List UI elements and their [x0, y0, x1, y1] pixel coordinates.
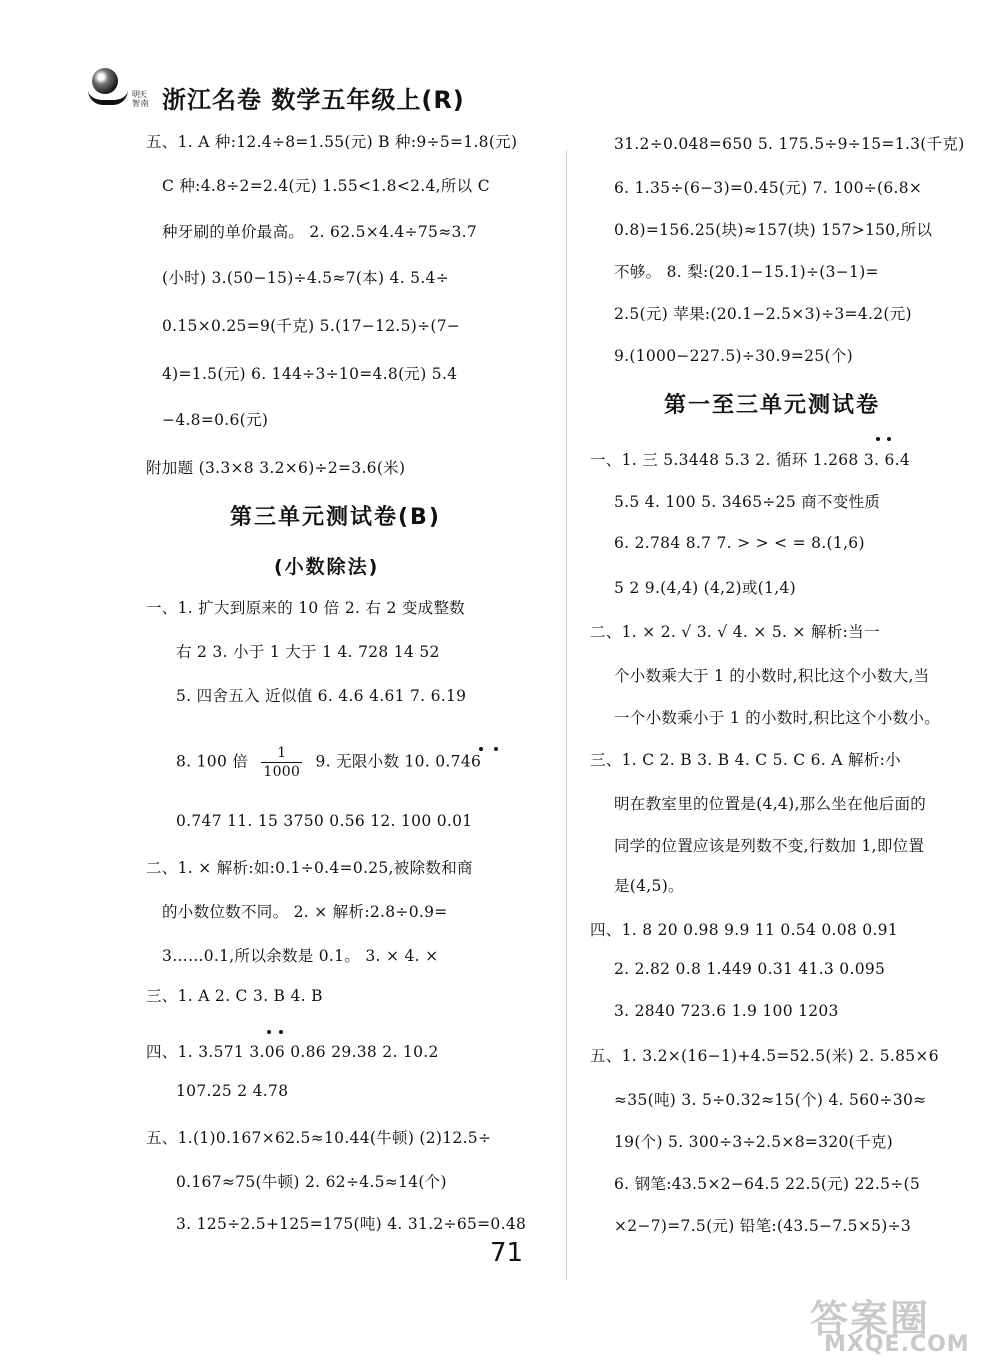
- answer-line: 31.2÷0.048=650 5. 175.5÷9÷15=1.3(千克): [614, 135, 965, 153]
- answer-line: 三、1. C 2. B 3. B 4. C 5. C 6. A 解析:小: [590, 751, 901, 769]
- answer-line: 107.25 2 4.78: [176, 1082, 289, 1100]
- logo-text: 明天 智 南: [132, 90, 148, 108]
- section-title: 第一至三单元测试卷: [664, 393, 881, 418]
- answer-line: 不够。 8. 梨:(20.1−15.1)÷(3−1)=: [614, 263, 879, 281]
- fraction: [261, 744, 302, 781]
- answer-line: 3. 125÷2.5+125=175(吨) 4. 31.2÷65=0.48: [176, 1215, 527, 1233]
- answer-line: 三、1. A 2. C 3. B 4. B: [146, 987, 323, 1005]
- answer-line: 右 2 3. 小于 1 大于 1 4. 728 14 52: [176, 643, 440, 661]
- answer-line: 一个小数乘小于 1 的小数时,积比这个小数小。: [614, 709, 941, 727]
- book-title: 浙江名卷 数学五年级上(R): [162, 86, 465, 114]
- repeating-dot-icon: [267, 1030, 271, 1034]
- answer-line: 6. 钢笔:43.5×2−64.5 22.5(元) 22.5÷(5: [614, 1175, 921, 1193]
- answer-line: 0.167≈75(牛顿) 2. 62÷4.5≈14(个): [176, 1173, 447, 1191]
- answer-line: 一、1. 扩大到原来的 10 倍 2. 右 2 变成整数: [146, 599, 466, 617]
- answer-line: ×2−7)=7.5(元) 铅笔:(43.5−7.5×5)÷3: [614, 1217, 912, 1235]
- answer-line: 二、1. × 2. √ 3. √ 4. × 5. × 解析:当一: [590, 623, 880, 641]
- answer-line: 6. 1.35÷(6−3)=0.45(元) 7. 100÷(6.8×: [614, 179, 923, 197]
- repeating-dot-icon: [494, 747, 498, 751]
- answer-line: 6. 2.784 8.7 7. > > < = 8.(1,6): [614, 534, 865, 552]
- answer-line: 一、1. 三 5.3448 5.3 2. 循环 1.268 3. 6.4: [590, 451, 910, 469]
- answer-line: −4.8=0.6(元): [162, 411, 269, 429]
- answer-line: 明在教室里的位置是(4,4),那么坐在他后面的: [614, 795, 927, 813]
- watermark-logo-text: 答案圈: [810, 1297, 931, 1341]
- answer-line: 四、1. 8 20 0.98 9.9 11 0.54 0.08 0.91: [590, 921, 899, 939]
- repeating-dot-icon: [876, 437, 880, 441]
- page-number: 71: [490, 1238, 524, 1268]
- answer-line: 9.(1000−227.5)÷30.9=25(个): [614, 347, 853, 365]
- answer-line: 五、1. 3.2×(16−1)+4.5=52.5(米) 2. 5.85×6: [590, 1047, 939, 1065]
- answer-line: ≈35(吨) 3. 5÷0.32≈15(个) 4. 560÷30≈: [614, 1091, 927, 1109]
- fraction-denominator: 1000: [263, 764, 301, 780]
- answer-line: 2.5(元) 苹果:(20.1−2.5×3)÷3=4.2(元): [614, 305, 912, 323]
- answer-line: 是(4,5)。: [614, 877, 684, 895]
- section-title: 第三单元测试卷(B): [230, 505, 441, 530]
- answer-line: 种牙刷的单价最高。 2. 62.5×4.4÷75≈3.7: [162, 223, 478, 241]
- answer-line: 四、1. 3.571 3.06 0.86 29.38 2. 10.2: [146, 1043, 439, 1061]
- repeating-dot-icon: [887, 437, 891, 441]
- publisher-logo-icon: [88, 66, 132, 112]
- answer-line: 0.8)=156.25(块)≈157(块) 157>150,所以: [614, 221, 933, 239]
- repeating-dot-icon: [479, 747, 483, 751]
- answer-line: 5.5 4. 100 5. 3465÷25 商不变性质: [614, 493, 881, 511]
- page-header: [88, 66, 608, 116]
- repeating-dot-icon: [279, 1030, 283, 1034]
- answer-line: 同学的位置应该是列数不变,行数加 1,即位置: [614, 837, 925, 855]
- answer-line: (小时) 3.(50−15)÷4.5≈7(本) 4. 5.4÷: [162, 269, 449, 287]
- answer-line: 二、1. × 解析:如:0.1÷0.4=0.25,被除数和商: [146, 859, 473, 877]
- answer-line: 五、1. A 种:12.4÷8=1.55(元) B 种:9÷5=1.8(元): [146, 133, 518, 151]
- answer-line: 0.15×0.25=9(千克) 5.(17−12.5)÷(7−: [162, 317, 461, 335]
- answer-text: 8. 100 倍: [176, 752, 249, 771]
- column-divider: [566, 150, 567, 1280]
- section-subtitle: (小数除法): [274, 556, 380, 578]
- answer-line: C 种:4.8÷2=2.4(元) 1.55<1.8<2.4,所以 C: [162, 177, 490, 195]
- watermark-url: MXQE.COM: [824, 1332, 970, 1357]
- answer-line: 2. 2.82 0.8 1.449 0.31 41.3 0.095: [614, 960, 886, 978]
- answer-line: 4)=1.5(元) 6. 144÷3÷10=4.8(元) 5.4: [162, 365, 458, 383]
- answer-line: 个小数乘大于 1 的小数时,积比这个小数大,当: [614, 667, 930, 685]
- bonus-question-line: 附加题 (3.3×8 3.2×6)÷2=3.6(米): [146, 459, 406, 477]
- site-watermark: [810, 1288, 990, 1360]
- answer-text: 9. 无限小数 10. 0.746: [315, 752, 482, 771]
- answer-line: 5. 四舍五入 近似值 6. 4.6 4.61 7. 6.19: [176, 687, 467, 705]
- answer-line: 19(个) 5. 300÷3÷2.5×8=320(千克): [614, 1133, 893, 1151]
- answer-line: 3……0.1,所以余数是 0.1。 3. × 4. ×: [162, 947, 439, 965]
- answer-line: 0.747 11. 15 3750 0.56 12. 100 0.01: [176, 812, 473, 830]
- fraction-numerator: 1: [261, 744, 302, 763]
- answer-line: 的小数位数不同。 2. × 解析:2.8÷0.9=: [162, 903, 448, 921]
- answer-line-with-fraction: [176, 744, 481, 781]
- answer-line: 五、1.(1)0.167×62.5≈10.44(牛顿) (2)12.5÷: [146, 1129, 492, 1147]
- answer-line: 5 2 9.(4,4) (4,2)或(1,4): [614, 579, 796, 597]
- answer-line: 3. 2840 723.6 1.9 100 1203: [614, 1002, 839, 1020]
